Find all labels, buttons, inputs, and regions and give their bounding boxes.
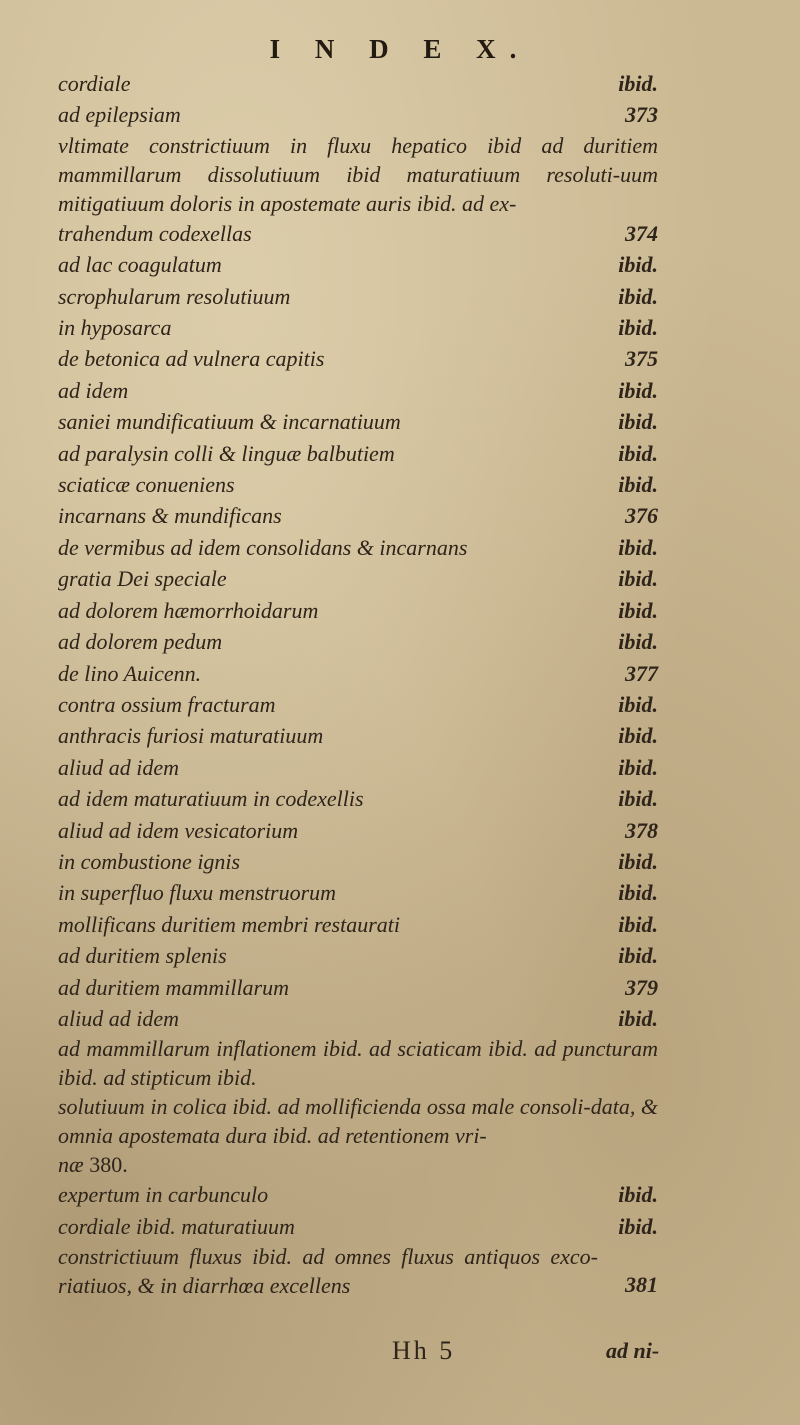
- entry-page: ibid.: [618, 848, 658, 874]
- index-entry: [58, 532, 658, 563]
- entry-text: incarnans & mundificans: [58, 503, 282, 529]
- index-entry: [58, 343, 658, 374]
- entry-text: aliud ad idem: [58, 1005, 179, 1031]
- index-entry: [58, 877, 658, 908]
- entry-text: ad idem: [58, 377, 129, 403]
- entry-text: in combustione ignis: [58, 848, 241, 874]
- index-entry: [58, 249, 658, 280]
- entry-list-3: [58, 1179, 658, 1242]
- signature-mark: Hh 5: [392, 1336, 456, 1365]
- entry-page: ibid.: [618, 1213, 658, 1239]
- index-entry: [58, 68, 658, 99]
- entry-text: anthracis furiosi maturatiuum: [58, 723, 324, 749]
- index-entry: [58, 281, 658, 312]
- index-entry: [58, 752, 658, 783]
- page-footer: [0, 1336, 800, 1376]
- entry-text: ad dolorem pedum: [58, 629, 223, 655]
- entry-text: cordiale: [58, 71, 131, 96]
- index-paragraph: ad mammillarum inflationem ibid. ad sciaticam ibid. ad puncturam ibid. ad stipticum ibid.: [58, 1036, 658, 1091]
- page-number: 380.: [89, 1152, 128, 1178]
- index-entry: [58, 658, 658, 689]
- index-entry: [58, 406, 658, 437]
- index-entry: [58, 1242, 658, 1300]
- entry-text: ad duritiem splenis: [58, 943, 227, 969]
- index-entry: [58, 720, 658, 751]
- entry-page: ibid.: [618, 409, 658, 435]
- entry-page: ibid.: [618, 691, 658, 717]
- index-paragraph: vltimate constrictiuum in fluxu hepatico ibid ad duritiem mammillarum dissolutiuum ibid maturatiuum resoluti-uum mitigatiuum doloris in apostemate auris ibid. ad ex-: [58, 132, 658, 216]
- index-entry: [58, 375, 658, 406]
- index-entry: [58, 218, 658, 249]
- entry-page: ibid.: [618, 629, 658, 655]
- entry-text: saniei mundificatiuum & incarnatiuum: [58, 409, 401, 435]
- index-entry: [58, 99, 658, 130]
- entry-page: ibid.: [618, 566, 658, 592]
- entry-text: mollificans duritiem membri restaurati: [58, 911, 401, 937]
- index-entry: [58, 815, 658, 846]
- entry-list-2: [58, 218, 658, 1035]
- entry-text: de betonica ad vulnera capitis: [58, 346, 325, 372]
- entry-text: ad idem maturatiuum in codexellis: [58, 786, 364, 812]
- entry-text: de lino Auicenn.: [58, 660, 202, 686]
- entry-text: cordiale ibid. maturatiuum: [58, 1213, 295, 1239]
- entry-page: ibid.: [618, 315, 658, 341]
- entry-text: constrictiuum fluxus ibid. ad omnes fluxus antiquos exco-riatiuos, & in diarrhœa excellens: [58, 1244, 598, 1299]
- index-entry: [58, 1003, 658, 1034]
- index-entry: [58, 500, 658, 531]
- entry-page: ibid.: [618, 911, 658, 937]
- entry-text: sciaticæ conueniens: [58, 472, 235, 498]
- entry-page: ibid.: [618, 252, 658, 278]
- index-entry: [58, 626, 658, 657]
- entry-page: ibid.: [618, 880, 658, 906]
- entry-page: ibid.: [618, 754, 658, 780]
- index-entry: [58, 595, 658, 626]
- entry-page: 374: [625, 220, 658, 246]
- entry-page: ibid.: [618, 472, 658, 498]
- index-entry: [58, 469, 658, 500]
- entry-text: trahendum codexellas: [58, 220, 252, 246]
- index-entry: [58, 783, 658, 814]
- entry-page: ibid.: [618, 943, 658, 969]
- index-paragraph: [58, 1092, 658, 1179]
- entry-page: ibid.: [618, 283, 658, 309]
- index-entry: [58, 972, 658, 1003]
- entry-text: in hyposarca: [58, 315, 172, 341]
- entry-text: gratia Dei speciale: [58, 566, 227, 592]
- entry-text: aliud ad idem vesicatorium: [58, 817, 299, 843]
- index-entry: [58, 563, 658, 594]
- entry-page: 375: [625, 346, 658, 372]
- entry-text: ad epilepsiam: [58, 102, 181, 128]
- index-entry: [58, 312, 658, 343]
- entry-text: in superfluo fluxu menstruorum: [58, 880, 337, 906]
- index-entry: [58, 438, 658, 469]
- entry-text: contra ossium fracturam: [58, 691, 276, 717]
- entry-page: 381: [625, 1271, 658, 1297]
- index-entry: [58, 909, 658, 940]
- entry-page: ibid.: [618, 597, 658, 623]
- entry-page: 379: [625, 974, 658, 1000]
- entry-text: ad duritiem mammillarum: [58, 974, 289, 1000]
- entry-text: de vermibus ad idem consolidans & incarnans: [58, 534, 468, 560]
- catchword: ad ni-: [606, 1338, 660, 1363]
- index-entries: [58, 68, 658, 1300]
- page-title: I N D E X.: [269, 34, 531, 64]
- paragraph-text: solutiuum in colica ibid. ad mollificienda ossa male consoli-data, & omnia apostemata dura ibid. ad retentionem vri-: [58, 1094, 658, 1149]
- index-entry: [58, 1211, 658, 1242]
- entry-page: ibid.: [618, 71, 658, 96]
- entry-page: 376: [625, 503, 658, 529]
- entry-text: expertum in carbunculo: [58, 1182, 269, 1208]
- entry-page: ibid.: [618, 786, 658, 812]
- entry-list-1: [58, 68, 658, 131]
- entry-page: ibid.: [618, 1182, 658, 1208]
- entry-text: scrophularum resolutiuum: [58, 283, 291, 309]
- entry-page: ibid.: [618, 440, 658, 466]
- index-entry: [58, 846, 658, 877]
- entry-page: 377: [625, 660, 658, 686]
- paragraph-text: næ: [58, 1152, 84, 1178]
- entry-page: ibid.: [618, 377, 658, 403]
- entry-text: ad lac coagulatum: [58, 252, 222, 278]
- entry-page: ibid.: [618, 1005, 658, 1031]
- entry-page: 373: [625, 102, 658, 128]
- entry-text: aliud ad idem: [58, 754, 179, 780]
- entry-page: ibid.: [618, 534, 658, 560]
- index-entry: [58, 689, 658, 720]
- entry-text: ad paralysin colli & linguæ balbutiem: [58, 440, 395, 466]
- entry-page: 378: [625, 817, 658, 843]
- entry-text: ad dolorem hæmorrhoidarum: [58, 597, 319, 623]
- index-entry: [58, 940, 658, 971]
- index-entry: [58, 1179, 658, 1210]
- entry-page: ibid.: [618, 723, 658, 749]
